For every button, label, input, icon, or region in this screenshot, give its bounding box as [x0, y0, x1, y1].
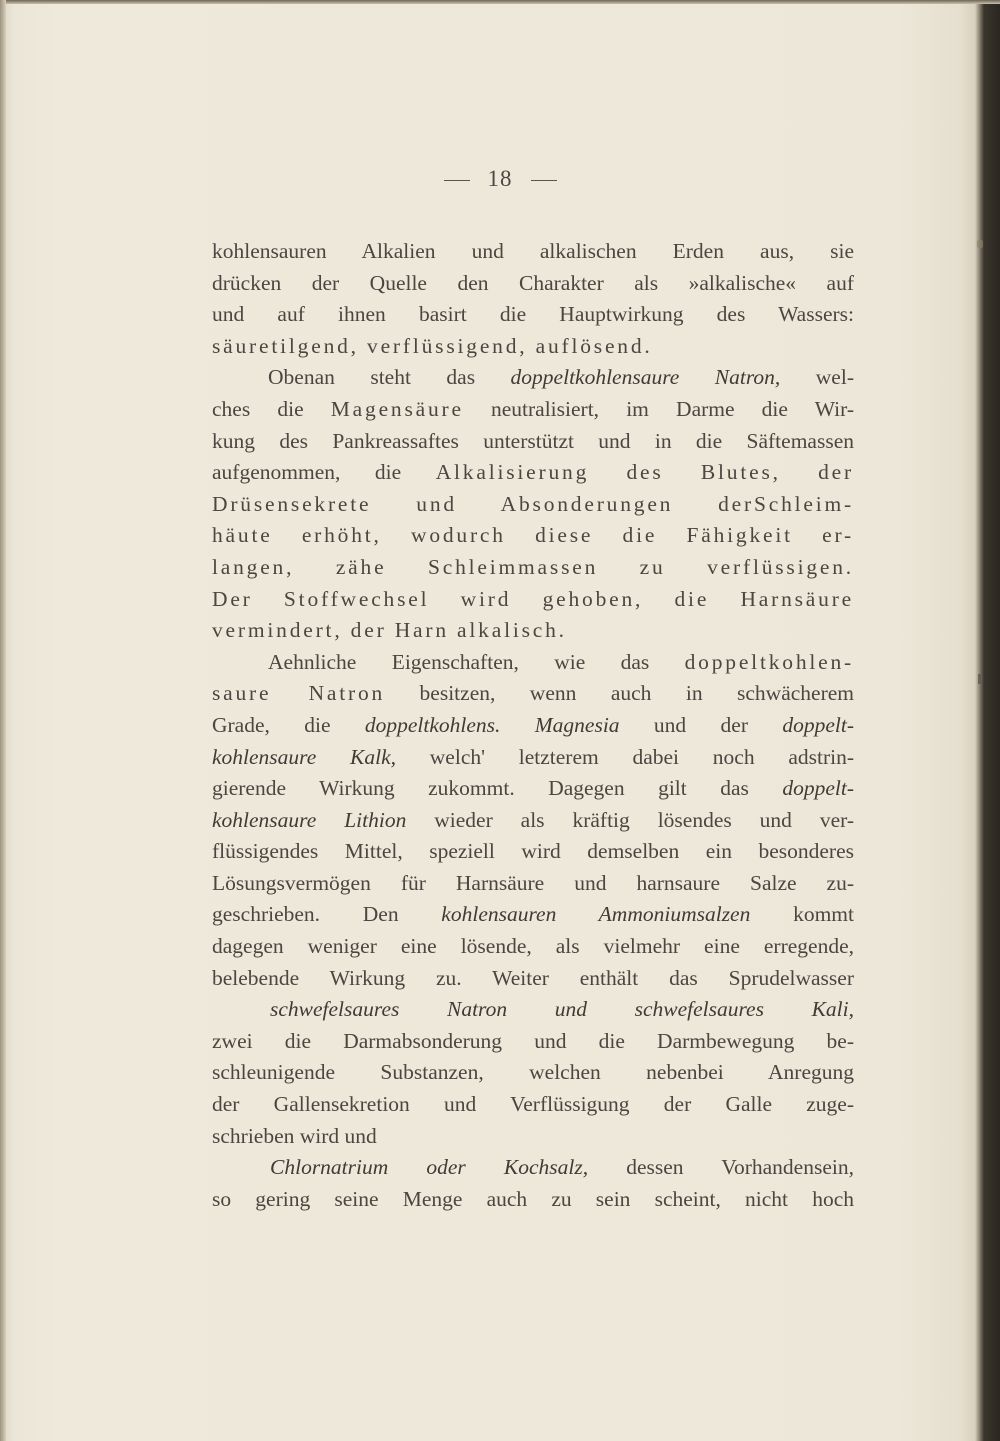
- text-run: flüssigendes Mittel, speziell wird demselben ein besonderes: [212, 839, 854, 864]
- text-line: [212, 868, 854, 900]
- text-run: besitzen, wenn auch in schwächerem: [385, 681, 854, 706]
- italic-term: kohlensaure Lithion: [212, 807, 407, 832]
- text-line: [212, 552, 854, 584]
- text-run: aufgenommen, die: [212, 460, 436, 485]
- text-run: dagegen weniger eine lösende, als vielmehr eine erregende,: [212, 934, 854, 959]
- spaced-text: Magensäure: [330, 396, 464, 421]
- text-line: [212, 1184, 854, 1216]
- text-line: [212, 331, 854, 363]
- spaced-text: Drüsensekrete und Absonderungen derSchleim-: [212, 491, 854, 516]
- text-run: schrieben wird und: [212, 1123, 377, 1148]
- text-run: und der: [619, 712, 783, 737]
- text-run: geschrieben. Den: [212, 902, 442, 927]
- text-line: [212, 426, 854, 458]
- text-run: ches die: [212, 396, 331, 421]
- italic-term: doppelt-: [782, 712, 854, 737]
- text-line: [212, 710, 854, 742]
- text-line: [212, 836, 854, 868]
- text-line: [212, 742, 854, 774]
- text-run: welch' letzterem dabei noch adstrin-: [396, 744, 854, 769]
- text-run: Aehnliche Eigenschaften, wie das: [268, 649, 685, 674]
- spaced-text: Der Stoffwechsel wird gehoben, die Harnsäure: [212, 586, 854, 611]
- spaced-text: häute erhöht, wodurch diese die Fähigkeit er-: [212, 523, 854, 548]
- italic-term: schwefelsaures Natron und schwefelsaures Kali,: [270, 997, 854, 1022]
- text-run: Lösungsvermögen für Harnsäure und harnsaure Salze zu-: [212, 870, 854, 895]
- text-line: [212, 1026, 854, 1058]
- text-line: [212, 268, 854, 300]
- text-line: [212, 899, 854, 931]
- text-line: [212, 520, 854, 552]
- text-line: [212, 773, 854, 805]
- spaced-text: langen, zähe Schleimmassen zu verflüssigen.: [212, 554, 854, 579]
- italic-term: doppeltkohlensaure Natron,: [510, 365, 781, 390]
- text-run: dessen Vorhandensein,: [588, 1155, 854, 1180]
- text-line: [212, 584, 854, 616]
- text-line: [212, 647, 854, 679]
- text-line: [212, 615, 854, 647]
- spaced-text: vermindert, der Harn alkalisch.: [212, 618, 567, 643]
- margin-mark: [978, 674, 981, 684]
- italic-term: doppeltkohlens. Magnesia: [364, 712, 620, 737]
- text-line: [212, 489, 854, 521]
- text-line: [212, 805, 854, 837]
- body-text: [212, 236, 854, 1215]
- italic-term: kohlensauren Ammoniumsalzen: [441, 902, 751, 927]
- text-run: der Gallensekretion und Verflüssigung der Galle zuge-: [212, 1092, 854, 1117]
- italic-term: kohlensaure Kalk,: [212, 744, 397, 769]
- text-line: [212, 299, 854, 331]
- text-line: [212, 963, 854, 995]
- text-run: belebende Wirkung zu. Weiter enthält das Sprudelwasser: [212, 965, 854, 990]
- text-run: zwei die Darmabsonderung und die Darmbewegung be-: [212, 1028, 854, 1053]
- text-line: [212, 1121, 854, 1153]
- spaced-text: säuretilgend, verflüssigend, auflösend.: [212, 333, 653, 358]
- text-line: [212, 394, 854, 426]
- text-run: kung des Pankreassaftes unterstützt und in die Säftemassen: [212, 428, 854, 453]
- italic-term: Chlornatrium oder Kochsalz,: [270, 1155, 589, 1180]
- text-line: [212, 457, 854, 489]
- text-run: kommt: [750, 902, 854, 927]
- italic-term: doppelt-: [782, 776, 854, 801]
- text-line: [212, 1089, 854, 1121]
- text-line: [212, 678, 854, 710]
- page-left-edge: [0, 0, 6, 1441]
- spaced-text: saure Natron: [212, 681, 386, 706]
- dash-left: [444, 180, 470, 181]
- page-number: 18: [487, 166, 513, 191]
- text-run: Obenan steht das: [268, 365, 511, 390]
- text-run: und auf ihnen basirt die Hauptwirkung des Wassers:: [212, 302, 854, 327]
- text-run: Grade, die: [212, 712, 365, 737]
- text-line: [212, 362, 854, 394]
- text-line: [212, 1057, 854, 1089]
- margin-mark: [977, 240, 983, 248]
- text-line: [212, 1152, 854, 1184]
- text-run: wieder als kräftig lösendes und ver-: [406, 807, 854, 832]
- text-run: neutralisiert, im Darme die Wir-: [463, 396, 854, 421]
- dash-right: [531, 180, 557, 181]
- page-top-edge: [0, 0, 1000, 4]
- text-line: [212, 931, 854, 963]
- text-run: kohlensauren Alkalien und alkalischen Erden aus, sie: [212, 239, 854, 263]
- spaced-text: Alkalisierung des Blutes, der: [435, 460, 854, 485]
- spaced-text: doppeltkohlen-: [684, 649, 854, 674]
- text-line: [212, 236, 854, 268]
- text-run: schleunigende Substanzen, welchen nebenbei Anregung: [212, 1060, 854, 1085]
- text-run: drücken der Quelle den Charakter als »alkalische« auf: [212, 270, 854, 295]
- text-run: gierende Wirkung zukommt. Dagegen gilt das: [212, 776, 783, 801]
- text-run: so gering seine Menge auch zu sein scheint, nicht hoch: [212, 1186, 854, 1211]
- text-run: wel-: [780, 365, 854, 390]
- page-number-header: [0, 166, 1000, 192]
- text-line: [212, 994, 854, 1026]
